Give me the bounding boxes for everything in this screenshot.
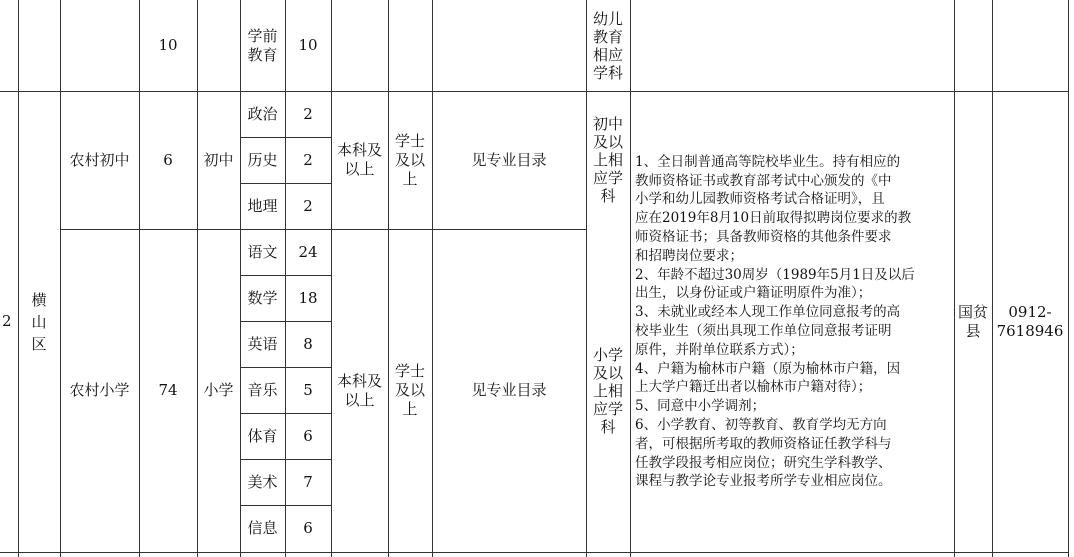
junior-school-type: 农村初中 (69, 150, 130, 169)
district-name: 横 山 区 (31, 290, 47, 353)
junior-count: 6 (163, 150, 173, 169)
grid-line (0, 552, 1069, 553)
primary-major: 见专业目录 (471, 381, 547, 399)
application-conditions: 1、全日制普通高等院校毕业生。持有相应的 教师资格证书或教育部考试中心颁发的《中 小学和幼儿园教师资格考试合格证明》，且 应在2019年8月10日前取得拟聘岗位要求的教 师资格证书；具备教师资格的其他条件要求 和招聘岗位要求； 2、年龄不超过30周岁（1989年5月1日及以后 出生，以身份证或户籍证明原件为准）； 3、未就业或经本人现工作单位同意报考的高 校毕业生（须出具现工作单位同意报考证明 原件，并附单位联系方式）； 4、户籍为榆林市户籍（原为榆林市户籍，因 上大学户籍迁出者以榆林市户籍对待）； 5、同意中小学调剂； 6、小学教育、初等教育、教育学均无方向 者，可根据所考取的教师资格证任教学科与 任教学段报考相应岗位；研究生学科教学、 课程与教学论专业报考所学专业相应岗位。 (635, 153, 915, 490)
subject-name: 美术 (247, 472, 278, 491)
subject-count: 2 (303, 104, 313, 123)
county-type: 国贫 县 (957, 302, 988, 340)
subject-count: 18 (298, 288, 318, 307)
primary-degree: 本科及 以上 (336, 371, 382, 409)
contact-phone: 0912- 7618946 (996, 302, 1064, 340)
junior-requirement: 初中 及以 上相 应学 科 (592, 115, 623, 205)
subject-name: 政治 (247, 104, 278, 123)
district-index: 2 (2, 312, 12, 330)
subject-count: 6 (303, 426, 313, 445)
junior-degree: 本科及 以上 (336, 141, 382, 178)
subject-name: 历史 (247, 150, 278, 169)
junior-level: 初中 (203, 150, 234, 169)
subject-count: 24 (298, 242, 318, 261)
primary-title: 学士 及以 上 (394, 362, 425, 418)
top-row-subject-count: 10 (298, 36, 318, 54)
primary-requirement: 小学 及以 上相 应学 科 (592, 345, 623, 436)
subject-count: 7 (303, 472, 313, 491)
junior-major: 见专业目录 (471, 150, 547, 169)
subject-name: 数学 (247, 288, 278, 307)
subject-name: 信息 (247, 519, 278, 537)
primary-level: 小学 (203, 381, 234, 399)
subject-count: 2 (303, 150, 313, 169)
grid-line (1068, 0, 1069, 557)
subject-name: 英语 (247, 334, 278, 353)
subject-name: 地理 (247, 196, 278, 215)
subject-count: 2 (303, 196, 313, 215)
top-row-count: 10 (158, 36, 178, 54)
subject-name: 体育 (247, 426, 278, 445)
primary-school-type: 农村小学 (69, 381, 130, 399)
subject-count: 5 (303, 380, 313, 399)
subject-name: 音乐 (247, 380, 278, 399)
junior-title: 学士 及以 上 (394, 131, 425, 188)
primary-count: 74 (158, 381, 178, 399)
subject-name: 语文 (247, 242, 278, 261)
top-row-subject: 学前 教育 (247, 26, 278, 64)
subject-count: 6 (303, 519, 313, 537)
top-row-requirement: 幼儿 教育 相应 学科 (592, 9, 623, 82)
subject-count: 8 (303, 334, 313, 353)
